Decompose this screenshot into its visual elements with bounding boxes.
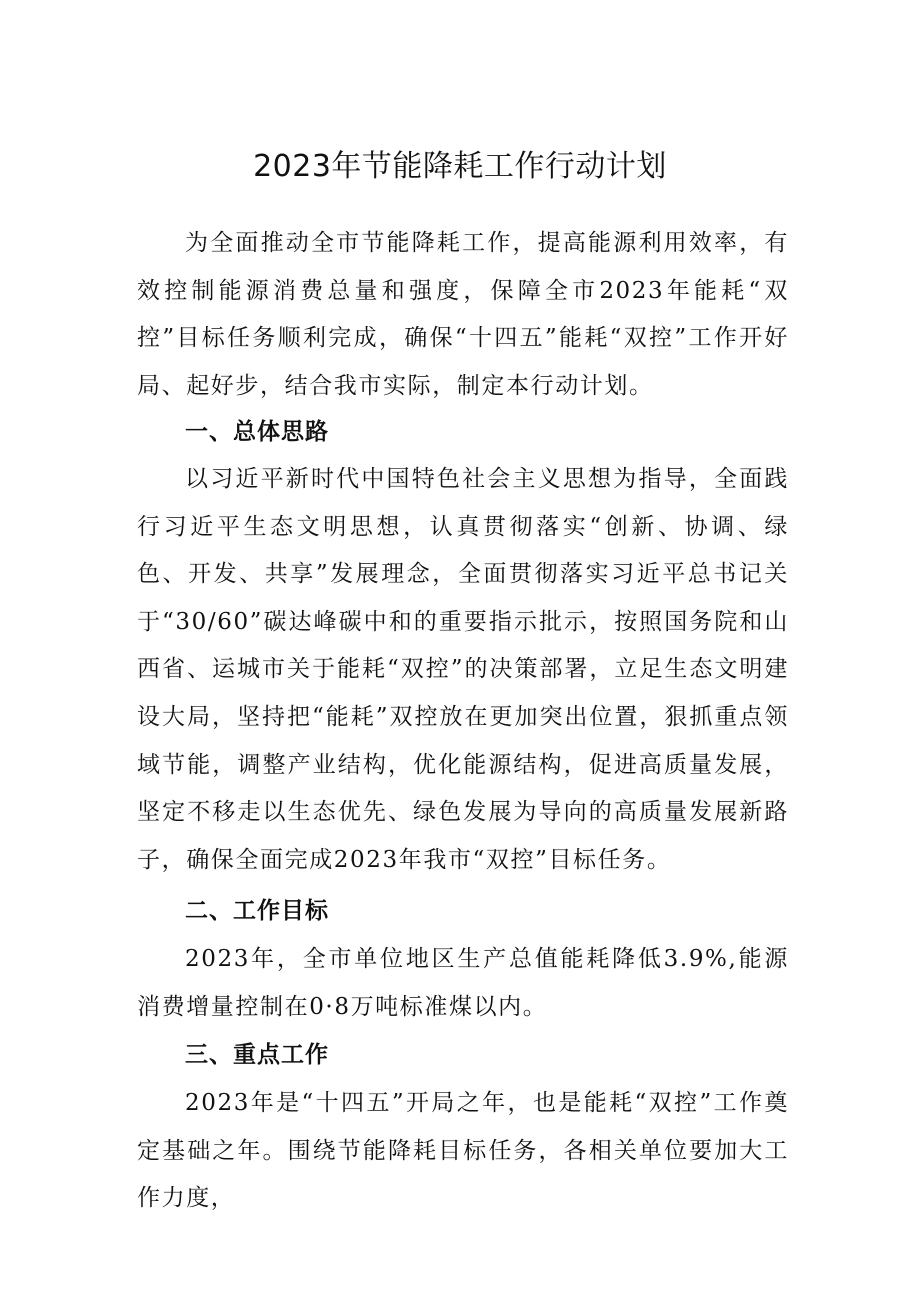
intro-paragraph: 为全面推动全市节能降耗工作，提高能源利用效率，有效控制能源消费总量和强度，保障全市2023年能耗“双控”目标任务顺利完成，确保“十四五”能耗“双控”工作开好局、起好步，结合我市实际，制定本行动计划。 [137, 230, 789, 399]
section-heading-work-goals: 二、工作目标 [185, 898, 329, 924]
section-paragraph-overall-approach: 以习近平新时代中国特色社会主义思想为指导，全面践行习近平生态文明思想，认真贯彻落实“创新、协调、绿色、开发、共享”发展理念，全面贯彻落实习近平总书记关于“30/60”碳达峰碳中和的重要指示批示，按照国务院和山西省、运城市关于能耗“双控”的决策部署，立足生态文明建设大局，坚持把“能耗”双控放在更加突出位置，狠抓重点领域节能，调整产业结构，优化能源结构，促进高质量发展，坚定不移走以生态优先、绿色发展为导向的高质量发展新路子，确保全面完成2023年我市“双控”目标任务。 [137, 466, 789, 873]
document-title: 2023年节能降耗工作行动计划 [253, 149, 667, 184]
section-paragraph-key-work: 2023年是“十四五”开局之年，也是能耗“双控”工作奠定基础之年。围绕节能降耗目标任务，各相关单位要加大工作力度， [137, 1090, 789, 1212]
section-heading-overall-approach: 一、总体思路 [185, 419, 329, 445]
section-paragraph-work-goals: 2023年，全市单位地区生产总值能耗降低3.9%,能源消费增量控制在0·8万吨标准煤以内。 [137, 946, 789, 1020]
section-heading-key-work: 三、重点工作 [185, 1042, 329, 1068]
